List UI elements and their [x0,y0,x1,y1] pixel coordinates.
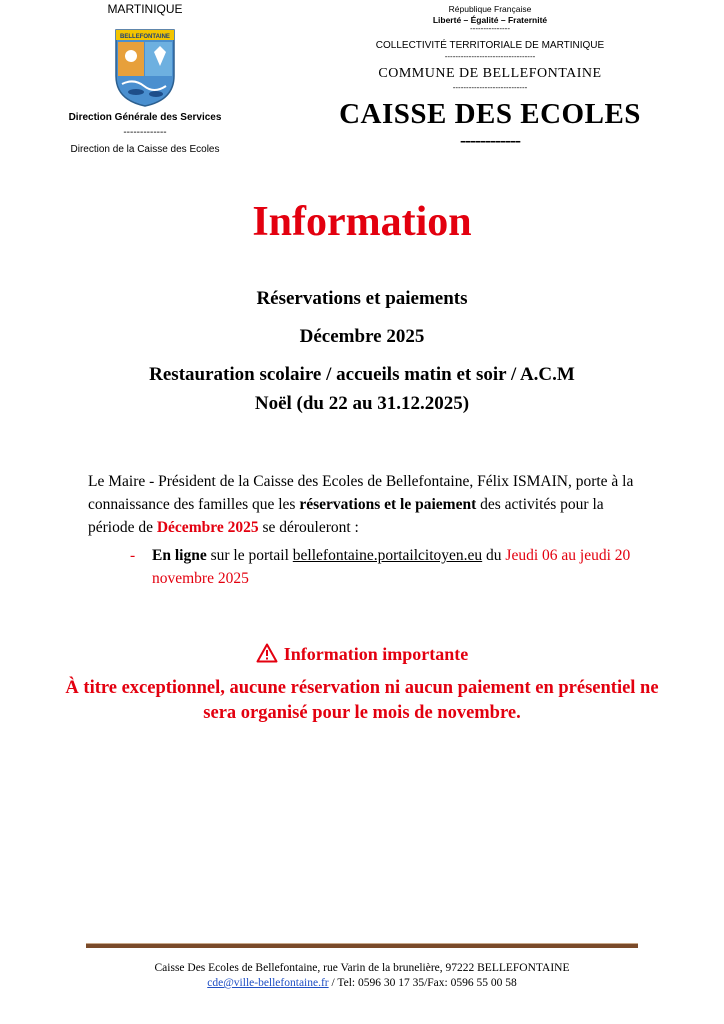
bullet-bold: En ligne [152,547,207,564]
footer-phones: / Tel: 0596 30 17 35/Fax: 0596 55 00 58 [328,977,517,989]
bullet-text [152,544,642,590]
intro-paragraph [88,470,648,539]
subtitle-reservations: Réservations et paiements [256,288,468,309]
separator: ---------------------------------- [444,52,536,61]
important-body: À titre exceptionnel, aucune réservation ni aucun paiement en présentiel ne sera organisé pour le mois de novembre. [65,678,659,723]
subtitle-noel: Noël (du 22 au 31.12.2025) [254,393,470,414]
important-heading-text: Information importante [283,644,469,664]
para-text: des activités pour la période de [88,496,604,536]
region-label: MARTINIQUE [107,2,183,16]
para-highlight: Décembre 2025 [156,519,259,536]
subtitle-services: Restauration scolaire / accueils matin et soir / A.C.M [149,364,575,385]
footer-contact [0,977,724,989]
footer-divider [86,943,638,948]
subtitle-month: Décembre 2025 [299,326,425,347]
commune-label: COMMUNE DE BELLEFONTAINE [378,66,602,81]
para-bold: réservations et le paiement [299,496,477,513]
important-heading [0,643,724,665]
direction-caisse-label: Direction de la Caisse des Ecoles [70,144,220,155]
coat-of-arms-icon [114,28,176,108]
separator: ---------------------------- [452,83,528,92]
separator: ------------- [123,127,167,138]
svg-text:BELLEFONTAINE: BELLEFONTAINE [120,34,170,40]
warning-icon [256,643,278,663]
bullet-plain: du [482,547,506,564]
page-title: Information [252,199,472,245]
bullet-plain: sur le portail [206,547,293,564]
caisse-title: CAISSE DES ECOLES [339,98,641,130]
direction-generale-label: Direction Générale des Services [68,112,222,123]
para-text: Le Maire - Président de la Caisse des Ecoles de Bellefontaine, Félix ISMAIN, porte à la connaissance des familles que les [88,473,634,513]
bullet-dates: Jeudi 06 au jeudi 20 novembre 2025 [152,547,631,587]
footer-email-link[interactable]: cde@ville-bellefontaine.fr [207,977,329,989]
separator: ------------ [460,130,520,150]
republique-label: République Française [448,4,532,14]
separator: --------------- [470,24,510,33]
collectivite-label: COLLECTIVITÉ TERRITORIALE DE MARTINIQUE [375,40,605,51]
portal-link[interactable]: bellefontaine.portailcitoyen.eu [292,547,483,564]
bullet-dash: - [130,547,136,564]
para-text: se dérouleront : [258,519,359,536]
motto: Liberté – Égalité – Fraternité [432,15,548,25]
footer-address: Caisse Des Ecoles de Bellefontaine, rue Varin de la brunelière, 97222 BELLEFONTAINE [154,962,570,974]
